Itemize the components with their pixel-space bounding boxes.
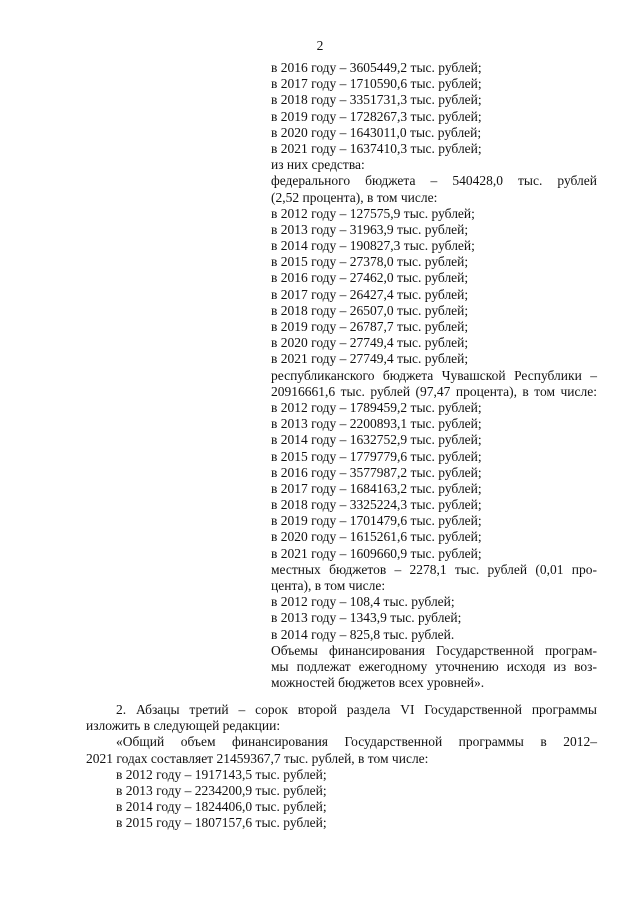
text-line: в 2018 году – 3325224,3 тыс. рублей; [271, 497, 482, 513]
text-line: «Общий объем финансирования Государственной программы в 2012– [116, 734, 597, 750]
text-line: 2021 годах составляет 21459367,7 тыс. рублей, в том числе: [86, 750, 429, 766]
text-line: 20916661,6 тыс. рублей (97,47 процента), в том числе: [271, 383, 597, 399]
text-line: в 2021 году – 1609660,9 тыс. рублей; [271, 545, 482, 561]
text-line: в 2016 году – 3605449,2 тыс. рублей; [271, 60, 482, 75]
text-line: в 2019 году – 1728267,3 тыс. рублей; [271, 108, 482, 124]
text-line: федерального бюджета – 540428,0 тыс. рублей [271, 173, 597, 189]
text-line: в 2021 году – 27749,4 тыс. рублей; [271, 351, 469, 367]
text-line: в 2013 году – 1343,9 тыс. рублей; [271, 610, 462, 626]
text-line: мы подлежат ежегодному уточнению исходя из воз- [271, 658, 597, 674]
text-line: в 2015 году – 1807157,6 тыс. рублей; [116, 815, 327, 831]
text-line: Объемы финансирования Государственной програм- [271, 642, 597, 658]
text-line: в 2013 году – 31963,9 тыс. рублей; [271, 221, 469, 237]
amendment-paragraph-text [86, 702, 597, 832]
text-line: в 2017 году – 1710590,6 тыс. рублей; [271, 76, 482, 92]
text-line: в 2014 году – 190827,3 тыс. рублей; [271, 238, 475, 254]
text-line: в 2012 году – 127575,9 тыс. рублей; [271, 205, 475, 221]
text-line: в 2015 году – 27378,0 тыс. рублей; [271, 254, 469, 270]
text-line: (2,52 процента), в том числе: [271, 189, 438, 205]
page-number: 2 [316, 38, 324, 53]
text-line: можностей бюджетов всех уровней». [271, 675, 485, 691]
text-line: местных бюджетов – 2278,1 тыс. рублей (0,01 про- [271, 561, 597, 577]
text-line: в 2013 году – 2200893,1 тыс. рублей; [271, 416, 482, 432]
text-line: в 2014 году – 825,8 тыс. рублей. [271, 626, 455, 642]
text-line: в 2016 году – 27462,0 тыс. рублей; [271, 270, 469, 286]
text-line: в 2015 году – 1779779,6 тыс. рублей; [271, 448, 482, 464]
text-line: в 2016 году – 3577987,2 тыс. рублей; [271, 464, 482, 480]
text-line: в 2012 году – 108,4 тыс. рублей; [271, 594, 455, 610]
text-line: изложить в следующей редакции: [86, 718, 281, 734]
text-line: в 2018 году – 3351731,3 тыс. рублей; [271, 92, 482, 108]
text-line: в 2017 году – 1684163,2 тыс. рублей; [271, 480, 482, 496]
text-line: в 2020 году – 1615261,6 тыс. рублей; [271, 529, 482, 545]
text-line: в 2019 году – 1701479,6 тыс. рублей; [271, 513, 482, 529]
text-line: в 2017 году – 26427,4 тыс. рублей; [271, 286, 469, 302]
text-line: из них средства: [271, 157, 365, 173]
funding-column-text [271, 60, 597, 691]
text-line: в 2020 году – 27749,4 тыс. рублей; [271, 335, 469, 351]
text-line: республиканского бюджета Чувашской Республики – [271, 367, 597, 383]
text-line: 2. Абзацы третий – сорок второй раздела VI Государственной программы [116, 702, 597, 717]
text-line: в 2012 году – 1917143,5 тыс. рублей; [116, 766, 327, 782]
text-line: в 2021 году – 1637410,3 тыс. рублей; [271, 140, 482, 156]
text-line: в 2013 году – 2234200,9 тыс. рублей; [116, 782, 327, 798]
text-line: в 2014 году – 1824406,0 тыс. рублей; [116, 799, 327, 815]
text-line: цента), в том числе: [271, 578, 386, 593]
text-line: в 2020 году – 1643011,0 тыс. рублей; [271, 124, 482, 140]
text-line: в 2019 году – 26787,7 тыс. рублей; [271, 319, 469, 334]
text-line: в 2014 году – 1632752,9 тыс. рублей; [271, 432, 482, 448]
text-line: в 2018 году – 26507,0 тыс. рублей; [271, 302, 469, 318]
text-line: в 2012 году – 1789459,2 тыс. рублей; [271, 399, 482, 415]
